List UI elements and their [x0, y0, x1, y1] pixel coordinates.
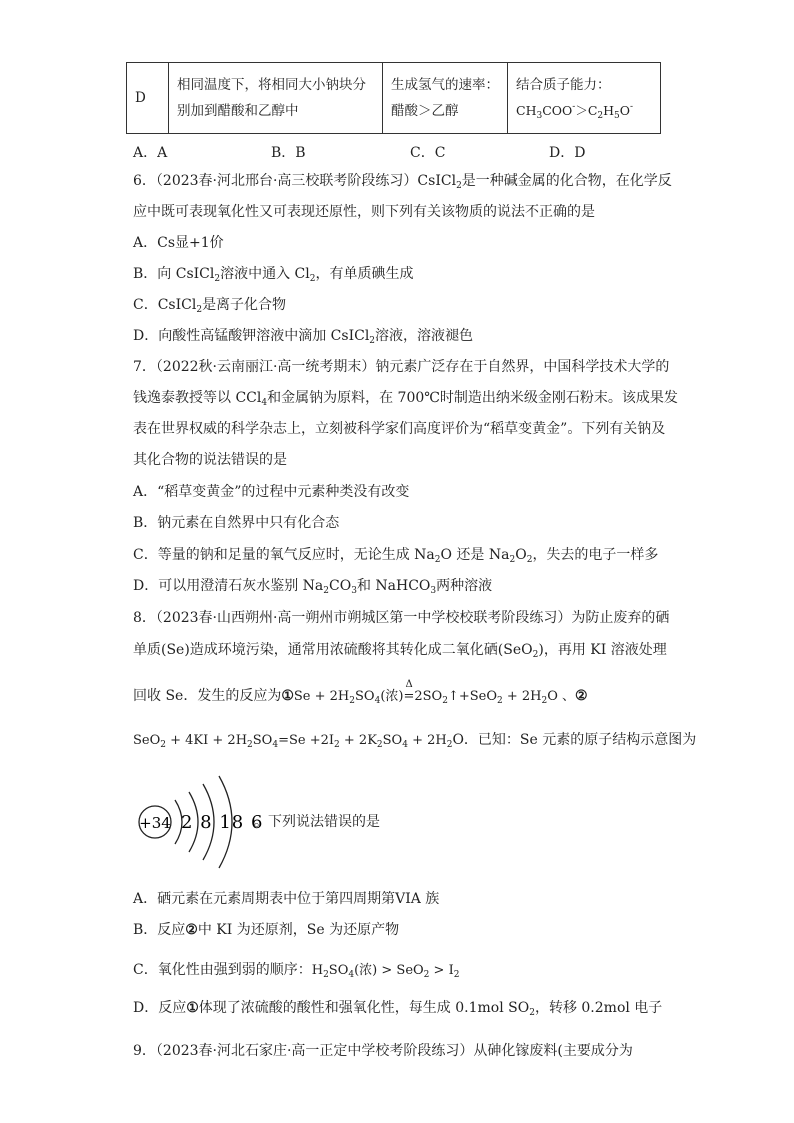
- operation-line-1: 相同温度下，将相同大小钠块分: [177, 77, 366, 93]
- choice-b: B．B: [271, 145, 306, 161]
- q8-option-b: B．反应②中 KI 为还原剂，Se 为还原产物: [133, 922, 400, 938]
- q7-option-d: D．可以用澄清石灰水鉴别 $Na_2CO_3$和 NaHCO$_3$两种溶液: [133, 578, 493, 596]
- q6-option-c: C．CsICl$_2$是离子化合物: [133, 297, 287, 315]
- q6-option-b: B．向 CsICl$_2$溶液中通入 $Cl_2$，有单质碘生成: [133, 266, 414, 284]
- conclusion-line-2: $CH_3COO^->C_2H_5O^-$: [516, 102, 634, 121]
- q7-stem-1: 7．（2022秋·云南丽江·高一统考期末）钠元素广泛存在于自然界，中国科学技术大学的: [133, 359, 670, 375]
- q7-option-c: C．等量的钠和足量的氧气反应时，无论生成 $Na_2O$ 还是 $Na_2O_2$，失去的电子一样多: [133, 547, 659, 565]
- q8-option-d: D．反应①体现了浓硫酸的酸性和强氧化性，每生成 0.1mol $SO_2$，转移 0.2mol 电子: [133, 1000, 663, 1018]
- q7-option-a: A．“稻草变黄金”的过程中元素种类没有改变: [133, 484, 410, 500]
- shell-electrons: 2 8 18 6: [181, 812, 263, 833]
- se-atom-diagram: [133, 770, 263, 880]
- q8-stem-2: 单质(Se)造成环境污染，通常用浓硫酸将其转化成二氧化硒(SeO$_2$)，再用 KI 溶液处理: [133, 642, 667, 660]
- q7-stem-4: 其化合物的说法错误的是: [133, 452, 287, 468]
- q8-reaction-1: 回收 Se．发生的反应为①Se + $2H_2SO_4$(浓) Δ $=2SO_2↑+SeO_2 + 2H_2O$ 、②: [133, 686, 588, 707]
- q8-option-a: A．硒元素在元素周期表中位于第四周期第VIA 族: [133, 891, 440, 907]
- q7-stem-3: 表在世界权威的科学杂志上，立刻被科学家们高度评价为“稻草变黄金”。下列有关钠及: [133, 421, 666, 437]
- choice-a: A．A: [133, 145, 168, 161]
- q7-option-b: B．钠元素在自然界中只有化合态: [133, 515, 340, 531]
- nucleus-charge: +34: [139, 814, 171, 832]
- q6-stem-1: 6．（2023春·河北邢台·高三校联考阶段练习）CsICl$_2$是一种碱金属的化合物，在化学反: [133, 173, 672, 191]
- phenomenon-cell: [383, 63, 508, 134]
- operation-line-2: 别加到醋酸和乙醇中: [177, 103, 299, 119]
- phenomenon-line-2: 醋酸＞乙醇: [391, 103, 459, 119]
- row-label-cell: D: [127, 63, 169, 134]
- conclusion-cell: [508, 63, 661, 134]
- choice-d: D．D: [549, 145, 586, 161]
- q6-option-d: D．向酸性高锰酸钾溶液中滴加 CsICl$_2$溶液，溶液褪色: [133, 328, 474, 346]
- q8-stem-after-diagram: 。下列说法错误的是: [254, 814, 380, 830]
- delta-sign: Δ: [405, 679, 413, 690]
- choice-c: C．C: [410, 145, 446, 161]
- option-table: [126, 62, 661, 134]
- q9-stem-1: 9．（2023春·河北石家庄·高一正定中学校考阶段练习）从砷化镓废料(主要成分为: [133, 1043, 633, 1059]
- q7-stem-2: 钱逸泰教授等以 CCl$_4$和金属钠为原料，在 700℃时制造出纳米级金刚石粉末。该成果发: [133, 390, 678, 408]
- phenomenon-line-1: 生成氢气的速率：: [391, 77, 499, 93]
- q8-option-c: C．氧化性由强到弱的顺序：$H_2SO_4$(浓) > $SeO_2 > I_2$: [133, 962, 460, 980]
- q6-stem-2: 应中既可表现氧化性又可表现还原性，则下列有关该物质的说法不正确的是: [133, 204, 595, 220]
- q6-option-a: A．Cs显+1价: [133, 235, 224, 251]
- operation-cell: [169, 63, 383, 134]
- q8-stem-1: 8．（2023春·山西朔州·高一朔州市朔城区第一中学校校联考阶段练习）为防止废弃的硒: [133, 610, 670, 626]
- conclusion-line-1: 结合质子能力：: [516, 77, 611, 93]
- q8-reaction-2: $SeO_2 + 4KI + 2H_2SO_4=Se +2I_2 + 2K_2SO_4 + 2H_2O$．已知：Se 元素的原子结构示意图为: [133, 732, 697, 750]
- table-row: [127, 63, 661, 134]
